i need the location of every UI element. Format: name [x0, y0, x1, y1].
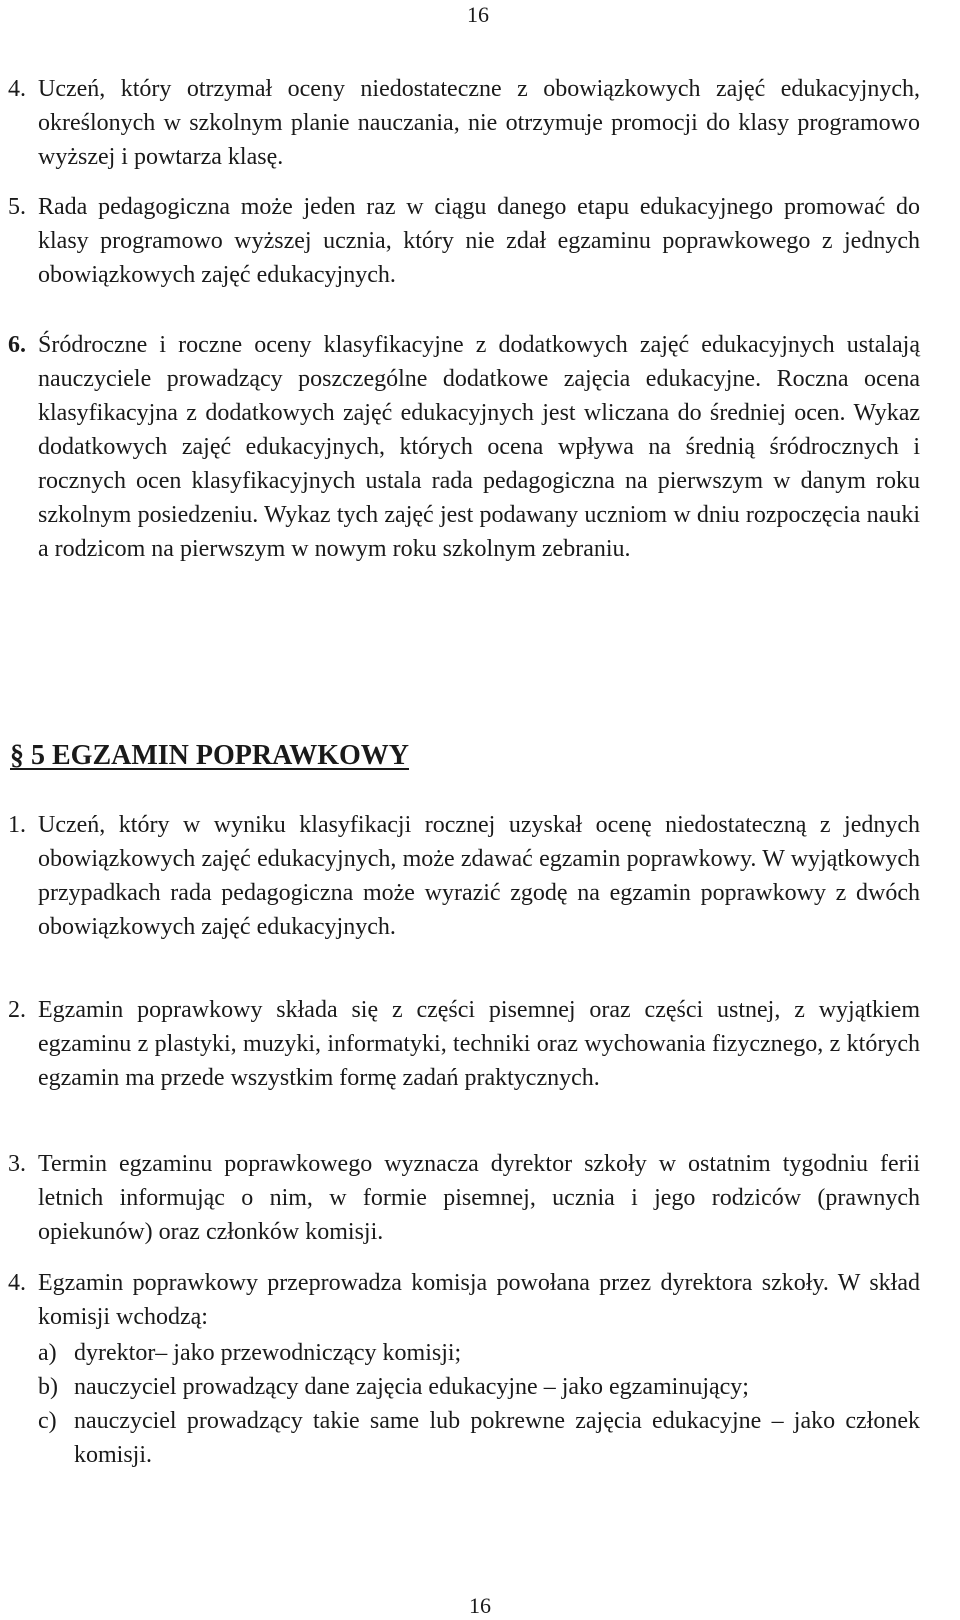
item-number: 4.	[8, 76, 26, 102]
sub-item-label: b)	[38, 1374, 58, 1400]
item-number: 6.	[8, 332, 26, 358]
sub-item-text: nauczyciel prowadzący takie same lub pokrewne zajęcia edukacyjne – jako członek komisji.	[74, 1408, 920, 1468]
paragraph-item-6	[8, 328, 920, 566]
sub-item-a	[38, 1336, 920, 1370]
page-number-bottom: 16	[469, 1593, 491, 1618]
item-number: 5.	[8, 194, 26, 220]
item-text: Uczeń, który w wyniku klasyfikacji rocznej uzyskał ocenę niedostateczną z jednych obowiązkowych zajęć edukacyjnych, może zdawać egzamin poprawkowy. W wyjątkowych przypadkach rada pedagogiczna może wyrazić zgodę na egzamin poprawkowy z dwóch obowiązkowych zajęć edukacyjnych.	[38, 812, 920, 940]
item-number: 3.	[8, 1151, 26, 1177]
section-item-3	[8, 1147, 920, 1249]
item-text: Rada pedagogiczna może jeden raz w ciągu danego etapu edukacyjnego promować do klasy programowo wyższej ucznia, który nie zdał egzaminu poprawkowego z jednych obowiązkowych zajęć edukacyjnych.	[38, 194, 920, 288]
item-number: 1.	[8, 812, 26, 838]
section-item-1	[8, 808, 920, 944]
item-text: Uczeń, który otrzymał oceny niedostateczne z obowiązkowych zajęć edukacyjnych, określonych w szkolnym planie nauczania, nie otrzymuje promocji do klasy programowo wyższej i powtarza klasę.	[38, 76, 920, 170]
sub-item-text: dyrektor– jako przewodniczący komisji;	[74, 1340, 462, 1366]
item-number: 2.	[8, 997, 26, 1023]
sub-item-label: c)	[38, 1408, 57, 1434]
section-heading: § 5 EGZAMIN POPRAWKOWY	[10, 740, 409, 771]
item-text: Egzamin poprawkowy przeprowadza komisja powołana przez dyrektora szkoły. W skład komisji wchodzą:	[38, 1270, 920, 1330]
paragraph-item-5	[8, 190, 920, 292]
item-number: 4.	[8, 1270, 26, 1296]
paragraph-item-4	[8, 72, 920, 174]
sub-item-b	[38, 1370, 920, 1404]
sub-item-label: a)	[38, 1340, 57, 1366]
section-item-4	[8, 1266, 920, 1334]
page-number-top: 16	[467, 2, 489, 27]
sub-item-text: nauczyciel prowadzący dane zajęcia edukacyjne – jako egzaminujący;	[74, 1374, 749, 1400]
item-text: Egzamin poprawkowy składa się z części pisemnej oraz części ustnej, z wyjątkiem egzaminu z plastyki, muzyki, informatyki, techniki oraz wychowania fizycznego, z których egzamin ma przede wszystkim formę zadań praktycznych.	[38, 997, 920, 1091]
item-text: Śródroczne i roczne oceny klasyfikacyjne z dodatkowych zajęć edukacyjnych ustalają nauczyciele prowadzący poszczególne dodatkowe zajęcia edukacyjne. Roczna ocena klasyfikacyjna z dodatkowych zajęć edukacyjnych jest wliczana do średniej ocen. Wykaz dodatkowych zajęć edukacyjnych, których ocena wpływa na średnią śródrocznych i rocznych ocen klasyfikacyjnych ustala rada pedagogiczna na pierwszym w danym roku szkolnym posiedzeniu. Wykaz tych zajęć jest podawany uczniom w dniu rozpoczęcia nauki a rodzicom na pierwszym w nowym roku szkolnym zebraniu.	[38, 332, 920, 562]
item-text: Termin egzaminu poprawkowego wyznacza dyrektor szkoły w ostatnim tygodniu ferii letnich informując o nim, w formie pisemnej, ucznia i jego rodziców (prawnych opiekunów) oraz członków komisji.	[38, 1151, 920, 1245]
sub-item-c	[38, 1404, 920, 1472]
section-item-2	[8, 993, 920, 1095]
